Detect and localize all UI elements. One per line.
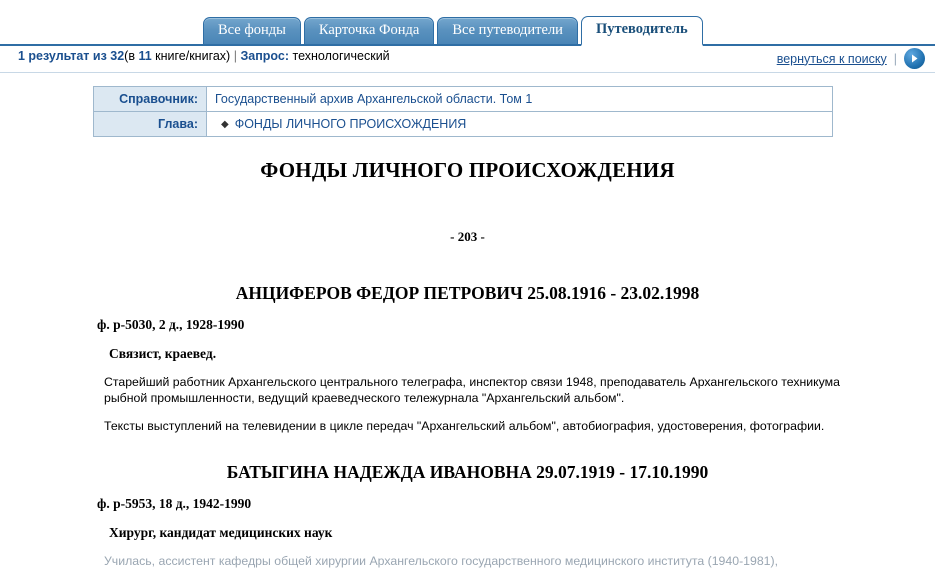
tab-guide[interactable]: Путеводитель xyxy=(581,16,703,46)
tab-list xyxy=(203,16,703,44)
info-separator: | xyxy=(233,49,237,63)
entry-name: БАТЫГИНА НАДЕЖДА ИВАНОВНА 29.07.1919 - 17.10.1990 xyxy=(226,462,709,482)
books-open-text: (в xyxy=(124,49,139,63)
entry xyxy=(95,462,840,569)
chapter-value[interactable]: ФОНДЫ ЛИЧНОГО ПРОИСХОЖДЕНИЯ xyxy=(234,117,467,131)
entry-fond: ф. р-5953, 18 д., 1942-1990 xyxy=(97,496,252,511)
table-row xyxy=(94,87,833,112)
result-count-text: 1 результат из 32 xyxy=(18,49,125,63)
entry-name: АНЦИФЕРОВ ФЕДОР ПЕТРОВИЧ 25.08.1916 - 23.02.1998 xyxy=(235,283,700,303)
entry-role: Связист, краевед. xyxy=(109,346,217,361)
page-title: ФОНДЫ ЛИЧНОГО ПРОИСХОЖДЕНИЯ xyxy=(260,158,675,182)
guide-label: Справочник: xyxy=(94,87,207,112)
table-row xyxy=(94,112,833,137)
books-suffix-text: книге/книгах) xyxy=(151,49,231,63)
entry-paragraph: Тексты выступлений на телевидении в цикле передач "Архангельский альбом", автобиография, удостоверения, фотографии. xyxy=(104,419,825,433)
back-to-search-link[interactable]: вернуться к поиску xyxy=(776,51,887,66)
arrow-right-icon[interactable] xyxy=(904,48,925,69)
meta-section xyxy=(0,73,935,137)
entry-paragraph: Училась, ассистент кафедры общей хирургии Архангельского государственного медицинского института (1940-1981), xyxy=(104,554,779,568)
chapter-label: Глава: xyxy=(94,112,207,137)
books-count: 11 xyxy=(138,49,152,63)
tab-all-fonds[interactable]: Все фонды xyxy=(203,17,301,44)
entry-paragraph: Старейший работник Архангельского центрального телеграфа, инспектор связи 1948, преподаватель Архангельского техникума рыбной промышленности, ведущий краеведческого тележурнала "Архангельский альбом". xyxy=(104,375,840,405)
vertical-divider: | xyxy=(893,51,897,66)
tab-bar xyxy=(0,0,935,46)
result-summary xyxy=(18,49,390,63)
tab-fond-card[interactable]: Карточка Фонда xyxy=(304,17,434,44)
meta-table xyxy=(93,86,833,137)
tab-all-guides[interactable]: Все путеводители xyxy=(437,17,578,44)
entry-role: Хирург, кандидат медицинских наук xyxy=(109,525,333,540)
query-label: Запрос: xyxy=(240,49,289,63)
diamond-bullet-icon: ◆ xyxy=(221,119,229,130)
guide-value[interactable]: Государственный архив Архангельской области. Том 1 xyxy=(207,87,833,112)
chapter-value-cell[interactable] xyxy=(207,112,833,137)
document-body xyxy=(0,158,935,569)
page-number: - 203 - xyxy=(450,229,485,244)
entry-fond: ф. р-5030, 2 д., 1928-1990 xyxy=(97,317,245,332)
info-bar xyxy=(0,46,935,73)
info-bar-actions xyxy=(777,48,925,69)
query-value: технологический xyxy=(292,49,390,63)
entry xyxy=(95,283,840,434)
